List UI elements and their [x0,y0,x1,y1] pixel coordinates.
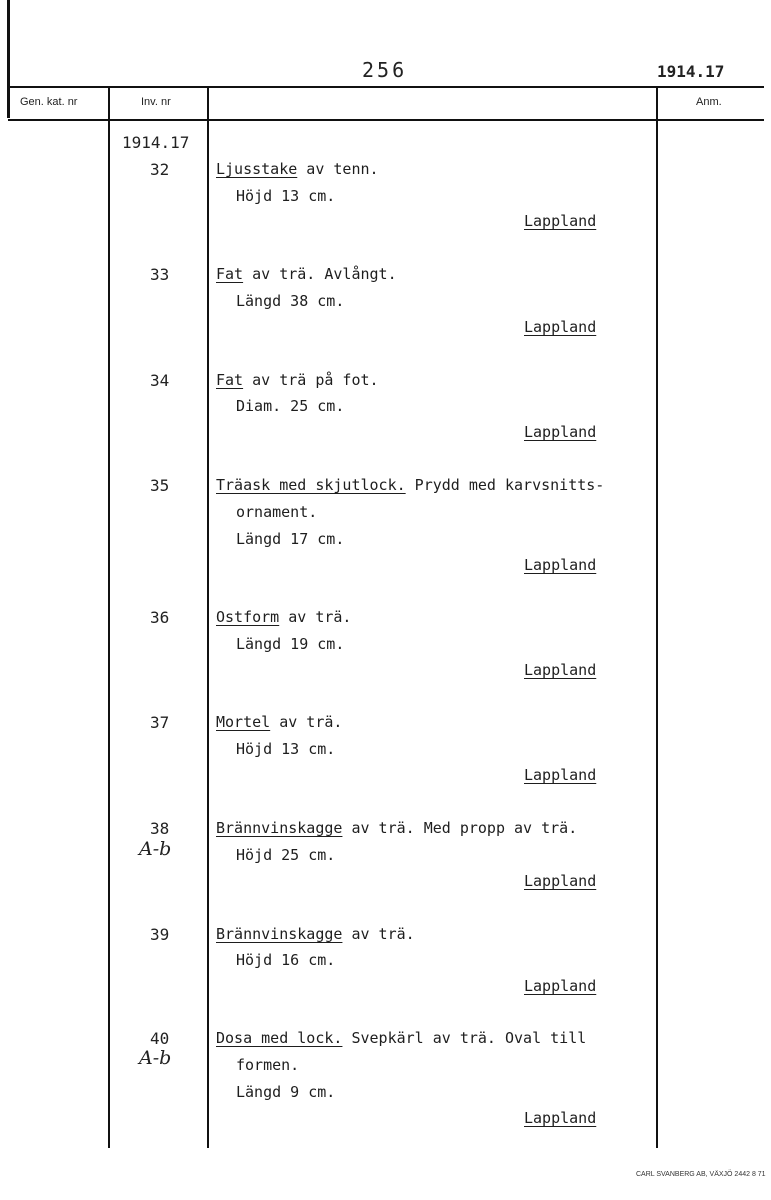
inv-number: 39 [150,925,170,944]
entry-place: Lappland [524,556,597,574]
entry-place: Lappland [524,766,597,784]
entry-title-line [216,160,379,178]
entry-title-line [216,819,577,837]
entry-title: Träask med skjutlock. [216,476,406,494]
entry-title-rest: av trä. [342,925,415,943]
entry-place: Lappland [524,423,597,441]
entry-detail: ornament. [236,503,318,521]
column-divider-desc-anm [656,86,658,1148]
entry-title: Brännvinskagge [216,925,343,943]
catalog-number: 1914.17 [657,62,725,81]
entry-detail: Längd 38 cm. [236,292,345,310]
entry-detail: Diam. 25 cm. [236,397,345,415]
entry-title-line [216,371,379,389]
entry-detail: formen. [236,1056,300,1074]
page-number: 256 [362,58,408,82]
entry-detail: Höjd 16 cm. [236,951,336,969]
entry-title: Fat [216,371,244,389]
entry-title: Ljusstake [216,160,298,178]
binding-edge-line [7,0,10,118]
entry-title: Fat [216,265,244,283]
handwritten-note: A-b [139,1047,172,1069]
entry-title-line [216,476,604,494]
printer-mark: CARL SVANBERG AB, VÄXJÖ 2442 8 71 [636,1171,766,1178]
entry-detail: Längd 9 cm. [236,1083,336,1101]
entry-title-line [216,925,415,943]
column-header-gen-kat: Gen. kat. nr [20,96,78,108]
entry-title-rest: av trä. Med propp av trä. [342,819,578,837]
entry-title: Mortel [216,713,271,731]
entry-place: Lappland [524,977,597,995]
entry-detail: Höjd 25 cm. [236,846,336,864]
header-top-rule [8,86,764,88]
entry-place: Lappland [524,212,597,230]
inv-number: 36 [150,608,170,627]
entry-title-rest: Prydd med karvsnitts- [405,476,605,494]
entry-title-rest: av trä på fot. [243,371,379,389]
entry-place: Lappland [524,661,597,679]
entry-title-line [216,265,397,283]
inv-number: 40 [150,1029,170,1048]
entry-place: Lappland [524,318,597,336]
entry-title-rest: Svepkärl av trä. Oval till [342,1029,587,1047]
group-header: 1914.17 [122,133,190,152]
inv-number: 35 [150,476,170,495]
inv-number: 32 [150,160,170,179]
entry-title-rest: av trä. [279,608,352,626]
column-header-anm: Anm. [696,96,722,108]
entry-detail: Höjd 13 cm. [236,187,336,205]
entry-place: Lappland [524,872,597,890]
column-divider-gen-inv [108,86,110,1148]
entry-place: Lappland [524,1109,597,1127]
inv-number: 34 [150,371,170,390]
entry-title: Ostform [216,608,280,626]
entry-detail: Längd 17 cm. [236,530,345,548]
entry-title-line [216,1029,586,1047]
entry-title: Dosa med lock. [216,1029,343,1047]
inv-number: 37 [150,713,170,732]
handwritten-note: A-b [139,838,172,860]
inv-number: 38 [150,819,170,838]
column-header-inv: Inv. nr [141,96,171,108]
entry-title-rest: av trä. Avlångt. [243,265,397,283]
inv-number: 33 [150,265,170,284]
entry-title: Brännvinskagge [216,819,343,837]
entry-title-rest: av tenn. [297,160,379,178]
entry-detail: Höjd 13 cm. [236,740,336,758]
entry-title-line [216,608,351,626]
entry-title-line [216,713,342,731]
entry-title-rest: av trä. [270,713,343,731]
header-bottom-rule [8,119,764,121]
column-divider-inv-desc [207,86,209,1148]
entry-detail: Längd 19 cm. [236,635,345,653]
